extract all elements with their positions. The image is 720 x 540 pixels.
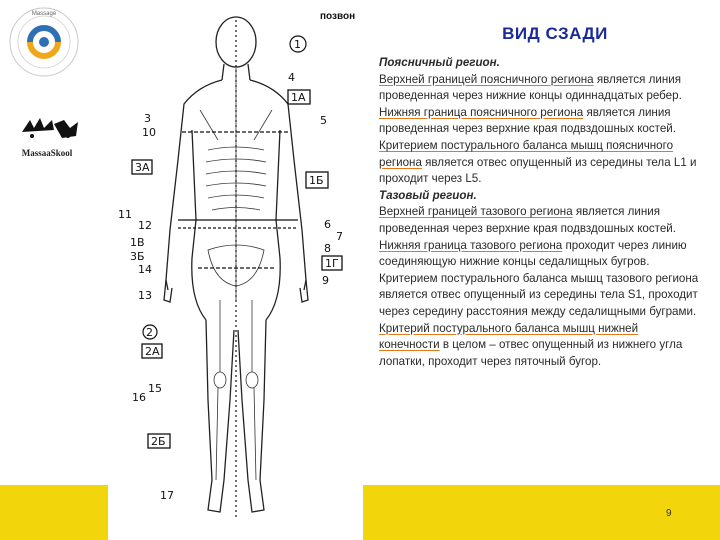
left-labels [118,112,174,502]
lower-limb-text: в целом – отвес опущенный из нижнего угла лопатки, проходит через пяточный бугор. [379,338,683,368]
pelvic-upper-paragraph [379,204,699,237]
seal-logo-icon [8,6,80,78]
lumbar-lower-paragraph [379,105,699,138]
label-8: 8 [324,242,331,255]
svg-text:Massage: Massage [31,11,57,17]
label-1b: 1Б [309,174,324,187]
label-3a: 3А [135,161,150,174]
label-13: 13 [138,289,152,302]
label-14: 14 [138,263,152,276]
label-16: 16 [132,391,146,404]
skeleton [200,68,272,480]
label-2b: 2Б [151,435,166,448]
lumbar-upper-text: является линия проведенная через нижние концы одиннадцатых ребер. [379,72,682,103]
label-4: 4 [288,71,295,84]
page-number: 9 [666,508,672,519]
label-1g: 1Г [325,257,339,270]
label-5: 5 [320,114,327,127]
brand-logo [8,112,86,162]
pelvic-upper-text: является линия проведенная через верхние края подвздошных костей. [379,205,676,235]
label-7: 7 [336,230,343,243]
label-9: 9 [322,274,329,287]
slide-text [379,55,699,370]
lumbar-lower-term: Нижняя граница поясничного региона [379,105,584,119]
label-3b: 3Б [130,250,145,263]
pelvic-balance-paragraph: Критерием постурального баланса мышц тазового региона является отвес опущенный из середины тела S1, проходит через середину расстояния между седалищными буграми. [379,271,699,318]
brand-logo-icon [8,112,86,148]
slide-title: ВИД СЗАДИ [502,24,608,43]
lower-limb-paragraph [379,321,699,371]
lumbar-upper-paragraph [379,72,699,105]
lumbar-heading: Поясничный регион. [379,56,500,69]
pelvic-upper-term: Верхней границей тазового региона [379,205,573,219]
label-2: 2 [146,326,153,339]
label-3: 3 [144,112,151,125]
lumbar-balance-term: Критерием постурального баланса мышц поясничного региона [379,138,674,169]
lumbar-balance-paragraph [379,138,699,188]
label-1a: 1А [291,91,306,104]
posterior-body-diagram [108,0,363,540]
pelvic-heading: Тазовый регион. [379,188,477,202]
label-6: 6 [324,218,331,231]
lumbar-upper-term: Верхней границей поясничного региона [379,72,594,86]
brand-text: MassaaSkool [21,148,73,158]
label-11: 11 [118,208,132,221]
label-2a: 2А [145,345,160,358]
logo-sidebar [0,0,90,250]
label-1: 1 [294,38,301,51]
lumbar-balance-text: является отвес опущенный из середины тела L1 и проходит через L5. [379,155,697,186]
label-12: 12 [138,219,152,232]
pelvic-lower-term: Нижняя граница тазового региона [379,238,563,252]
anatomy-figure [108,0,363,540]
pelvic-lower-paragraph [379,238,699,271]
label-1v: 1В [130,236,145,249]
lower-limb-term: Критерий постурального баланса мышц нижней конечности [379,321,639,352]
lumbar-lower-text: является линия проведенная через верхние края подвздошных костей. [379,105,676,136]
right-labels [288,36,343,287]
label-15: 15 [148,382,162,395]
pelvic-lower-text: проходит через линию соединяющую нижние концы седалищных бугров. [379,238,687,269]
label-17: 17 [160,489,174,502]
label-10: 10 [142,126,156,139]
figure-caption-partial: позвон [320,11,356,22]
